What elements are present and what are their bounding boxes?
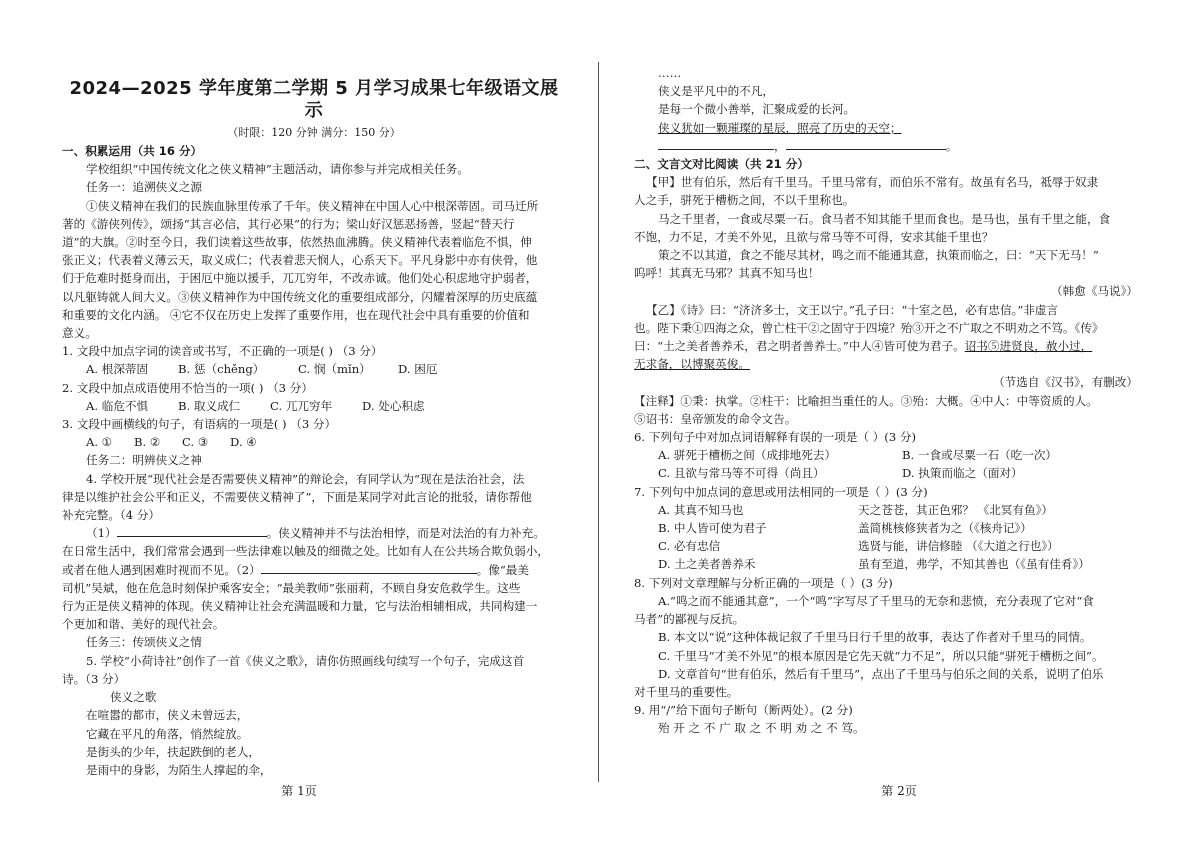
poem-line: 侠义是平凡中的不凡， [658,84,774,99]
question-5-line: 诗。（3 分） [62,671,126,686]
passage-line: 【乙】《诗》曰：“济济多士，文王以宁。”孔子曰：“十室之邑，必有忠信。”非虚言 [646,302,1059,317]
option-a-compare: 天之苍苍，其正色邪？ 《北冥有鱼》） [858,502,1053,517]
passage-line: 策之不以其道，食之不能尽其材，鸣之而不能通其意，执策而临之，曰：“天下无马！” [658,248,1099,263]
option-b[interactable]: B. 惩（chěng） [178,362,265,377]
poem-line: 是街头的少年，扶起跌倒的老人， [86,744,260,759]
exam-title: 2024—2025 学年度第二学期 5 月学习成果七年级语文展示 [69,78,559,121]
passage [62,197,566,343]
option-b[interactable]: B. 取义成仁 [178,398,241,413]
option-c[interactable]: C. ③ [182,435,209,450]
task3-heading: 任务三：传颂侠义之情 [86,635,202,650]
task1-heading: 任务一：追溯侠义之源 [86,180,202,195]
option-c[interactable]: C. 必有忠信 [658,539,721,554]
passage-line: 道”的大旗。②时至今日，我们读着这些故事，依然热血沸腾。侠义精神代表着临危不惧，伸 [62,235,532,250]
passage-line: 和重要的文化内涵。 ④它不仅在历史上发挥了重要作用，也在现代社会中具有重要的价值和 [62,307,530,322]
poem-underlined-line: 侠义犹如一颗璀璨的星辰，照亮了历史的天空； [658,120,902,135]
question-4-line: 个更加和谐、美好的现代社会。 [62,617,225,632]
question-8: 8. 下列对文章理解与分析正确的一项是（ ）(3 分) [634,575,893,590]
option-c[interactable]: C. 千里马“才美不外见”的根本原因是它先天就“力不足”，所以只能“骈死于槽枥之间”。 [658,648,1104,663]
answer-blank-2[interactable] [261,562,477,574]
question-4-line: 4. 学校开展“现代社会是否需要侠义精神”的辩论会，有同学认为“现在是法治社会，法 [86,471,525,486]
passage-line: 不饱，力不足，才美不外见，且欲与常马等不可得，安求其能千里也？ [634,229,994,244]
question-3: 3. 文段中画横线的句子，有语病的一项是( ) （3 分） [62,417,337,432]
passage-line: 们于危难时挺身而出，于困厄中施以援手，兀兀穷年，不改赤诚。他们处心积虑地守护弱者， [62,271,538,286]
question-9-sentence: 殆 开 之 不 广 取 之 不 明 劝 之 不 笃。 [658,721,865,736]
passage-source: （节选自《汉书》，有删改） [993,375,1138,390]
passage-jia [634,173,1138,300]
passage-line: 也。陛下秉①四海之众，曾亡柱干②之固守于四境？殆③开之不广取之不明劝之不笃。《传》 [634,320,1104,335]
passage-yi [634,301,1138,392]
page-number: 第 1页 [281,784,317,798]
option-d-compare: 虽有至道，弗学，不知其善也（《虽有佳肴》） [858,557,1090,572]
option-c[interactable]: C. 且欲与常马等不可得（尚且） [658,466,825,481]
underlined-sentence: 诏书⑤进贤良，赦小过， [964,339,1093,354]
question-4-text: 。像“最美 [476,562,529,577]
option-d[interactable]: D. 执策而临之（面对） [902,466,1023,481]
passage-line: 【甲】世有伯乐，然后有千里马。千里马常有，而伯乐不常有。故虽有名马，祗辱于奴隶 [646,175,1099,190]
passage-line: ①侠义精神在我们的民族血脉里传承了千年。侠义精神在中国人心中根深蒂固。司马迁所 [86,198,539,213]
option-b[interactable]: B. 本文以“说”这种体裁记叙了千里马日行千里的故事，表达了作者对千里马的同情。 [658,630,1092,645]
question-3-options [62,433,566,451]
section1-heading: 一、积累运用（共 16 分） [62,144,203,158]
option-b-compare: 盖简桃核修狭者为之（《核舟记》） [858,521,1032,536]
option-a[interactable]: A. 其真不知马也 [658,502,744,517]
intro-text: 学校组织“中国传统文化之侠义精神”主题活动，请你参与并完成相关任务。 [86,162,469,177]
option-c[interactable]: C. 悯（mǐn） [298,362,371,377]
poem-title: 侠义之歌 [110,690,157,705]
option-a[interactable]: A. 临危不惧 [86,398,149,413]
blank-1-label: （1） [86,526,117,541]
poem-line: …… [658,66,682,80]
option-c-compare: 选贤与能，讲信修睦 （《大道之行也》） [858,539,1059,554]
passage-line: 呜呼！其真无马邪？其真不知马也！ [634,266,820,281]
poem-line: 它藏在平凡的角落，悄然绽放。 [86,726,249,741]
option-b[interactable]: B. 中人皆可使为君子 [658,521,767,536]
task2-heading: 任务二：明辨侠义之神 [86,453,202,468]
passage-line: 著的《游侠列传》，颂扬“其言必信，其行必果”的行为；梁山好汉惩恶扬善，竖起“替天行 [62,216,515,231]
question-4-line: 律是以维护社会公平和正义，不需要侠义精神了”，下面是某同学对此言论的批驳，请你帮他 [62,489,532,504]
poem-answer-blank-1[interactable] [658,138,774,150]
option-d[interactable]: D. 文章首句“世有伯乐，然后有千里马”，点出了千里马与伯乐之间的关系，说明了伯乐 [658,666,1104,681]
question-4-line: 补充完整。（4 分） [62,508,161,523]
question-2: 2. 文段中加点成语使用不恰当的一项( ) （3 分） [62,380,313,395]
question-1-options [62,360,566,378]
option-c[interactable]: C. 兀兀穷年 [270,398,333,413]
section2-heading: 二、文言文对比阅读（共 21 分） [634,157,809,172]
page-number: 第 2页 [881,784,917,798]
option-a[interactable]: A. 骈死于槽枥之间（成排地死去） [658,448,837,463]
option-d[interactable]: D. 处心积虑 [362,398,425,413]
question-4-line: 在日常生活中，我们常常会遇到一些法律难以触及的细微之处。比如有人在公共场合欺负弱小， [62,544,549,559]
right-page: …… 侠义是平凡中的不凡， 是每一个微小善举，汇聚成爱的长河。 侠义犹如一颗璀璨的星辰，照亮了历史的天空； ， 。 二、文言文对比阅读（共 21 分） 【甲】世有伯乐，然后有千里马。千里马常有，而伯乐不常有。故虽有名马，祗辱于奴隶 人之手，骈死于槽枥之间，不以千里称也。 马之千里者，一食或尽粟一石。食马者不知其能千里而食也。是马也，虽有千里之能，食 不饱，力不足，才美不外见，且欲与常马等不可得，安求其能千里也？ 策之不以其道，食之不能尽其材，鸣之而不能通其意，执策而临之，曰：“天下无马！” 呜呼！其真无马邪？其真不知马也！ （韩愈《马说》） 【乙】《诗》曰：“济济多士，文王以宁。”孔子曰：“十室之邑，必有忠信。”非虚言 也。陛下秉①四海之众，曾亡柱干②之固守于四境？殆③开之不广取之不明劝之不笃。《传》 曰：“土之美者善养禾，君之明者善养士。”中人④皆可使为君子。诏书⑤进贤良，赦小过， 无求备，以博聚英俊。 （节选自《汉书》，有删改） 【注释】①秉：执掌。②柱干：比喻担当重任的人。③殆：大概。④中人：中等资质的人。 ⑤诏书：皇帝颁发的命令文告。 6. 下列句子中对加点词语解释有误的一项是（ ）(3 分) A. 骈死于槽枥之间（成排地死去） B. 一食或尽粟一石（吃一次） C. 且欲与常马等不可得（尚且） D. 执策而临之（面对） 7. 下列句中加点词的意思或用法相同的一项是（ ）(3 分) A. 其真不知马也 天之苍苍，其正色邪？ 《北冥有鱼》） B. 中人皆可使为君子 盖简桃核修狭者为之（《核舟记》） C. 必有忠信 选贤与能，讲信修睦 （《大道之行也》） D. 土之美者善养禾 虽有至道，弗学，不知其善也（《虽有佳肴》） 8. 下列对文章理解与分析正确的一项是（ ）(3 分) A.“鸣之而不能通其意”，一个“鸣”字写尽了千里马的无奈和悲愤，充分表现了它对“食 马者”的鄙视与反抗。 B. 本文以“说”这种体裁记叙了千里马日行千里的故事，表达了作者对千里马的同情。 C. 千里马“才美不外见”的根本原因是它先天就“力不足”，所以只能“骈死于槽枥之间”。 D. 文章首句“世有伯乐，然后有千里马”，点出了千里马与伯乐之间的关系，说明了伯乐 对千里马的重要性。 9. 用“/”给下面句子断句（断两处）。(2 分) 殆 开 之 不 广 取 之 不 明 劝 之 不 笃。 第 2页 [598,0,1200,847]
question-4-line: 行为正是侠义精神的体现。侠义精神让社会充满温暖和力量，它与法治相辅相成，共同构建一 [62,599,538,614]
question-1: 1. 文段中加点字词的读音或书写，不正确的一项是( ) （3 分） [62,344,383,359]
time-limit-line: （时限：120 分钟 满分：150 分） [227,126,401,139]
question-4-line: 司机”吴斌，他在危急时刻保护乘客安全；“最美教师”张丽莉，不顾自身安危救学生。这些 [62,580,521,595]
option-d[interactable]: D. ④ [230,435,257,450]
poem-answer-blank-2[interactable] [786,138,946,150]
passage-source: （韩愈《马说》） [1051,284,1138,299]
option-d[interactable]: D. 困厄 [398,362,438,377]
option-d-cont: 对千里马的重要性。 [634,684,739,699]
option-a[interactable]: A.“鸣之而不能通其意”，一个“鸣”字写尽了千里马的无奈和悲愤，充分表现了它对“食 [658,593,1094,608]
notes-line: ⑤诏书：皇帝颁发的命令文告。 [634,411,797,426]
passage-line: 马之千里者，一食或尽粟一石。食马者不知其能千里而食也。是马也，虽有千里之能，食 [658,211,1111,226]
question-6: 6. 下列句子中对加点词语解释有误的一项是（ ）(3 分) [634,430,917,445]
option-b[interactable]: B. ② [134,435,161,450]
poem-line: 是每一个微小善举，汇聚成爱的长河。 [658,102,856,117]
underlined-sentence: 无求备，以博聚英俊。 [634,357,750,372]
question-7: 7. 下列句中加点词的意思或用法相同的一项是（ ）(3 分) [634,484,928,499]
passage-line: 张正义；代表着义薄云天，取义成仁；代表着悲天悯人，心系天下。平凡身影中亦有侠骨，他 [62,253,538,268]
option-a[interactable]: A. ① [86,435,113,450]
passage-line: 意义。 [62,326,97,341]
notes-line: 【注释】①秉：执掌。②柱干：比喻担当重任的人。③殆：大概。④中人：中等资质的人。 [634,393,1098,408]
poem-line: 在喧嚣的都市，侠义未曾远去， [86,708,249,723]
blank-2-label: 或者在他人遇到困难时视而不见。（2） [62,562,261,577]
question-9: 9. 用“/”给下面句子断句（断两处）。(2 分) [634,703,853,718]
option-b[interactable]: B. 一食或尽粟一石（吃一次） [902,448,1058,463]
left-page [0,0,598,847]
question-5-line: 5. 学校“小荷诗社”创作了一首《侠义之歌》，请你仿照画线句续写一个句子，完成这首 [86,653,525,668]
poem-end-mark: 。 [945,138,958,153]
option-d[interactable]: D. 土之美者善养禾 [658,557,756,572]
answer-blank-1[interactable] [117,525,267,537]
passage-line: 以凡躯铸就人间大义。③侠义精神作为中国传统文化的重要组成部分，闪耀着深厚的历史底蕴 [62,289,538,304]
question-2-options [62,397,566,415]
poem-line: 是雨中的身影，为陌生人撑起的伞， [86,762,272,777]
passage-line: 人之手，骈死于槽枥之间，不以千里称也。 [634,193,855,208]
passage-line: 曰：“土之美者善养禾，君之明者善养士。”中人④皆可使为君子。 [634,339,965,354]
option-a-cont: 马者”的鄙视与反抗。 [634,612,745,627]
option-a[interactable]: A. 根深蒂固 [86,362,149,377]
question-4-text: 。侠义精神并不与法治相悖，而是对法治的有力补充。 [266,526,545,541]
